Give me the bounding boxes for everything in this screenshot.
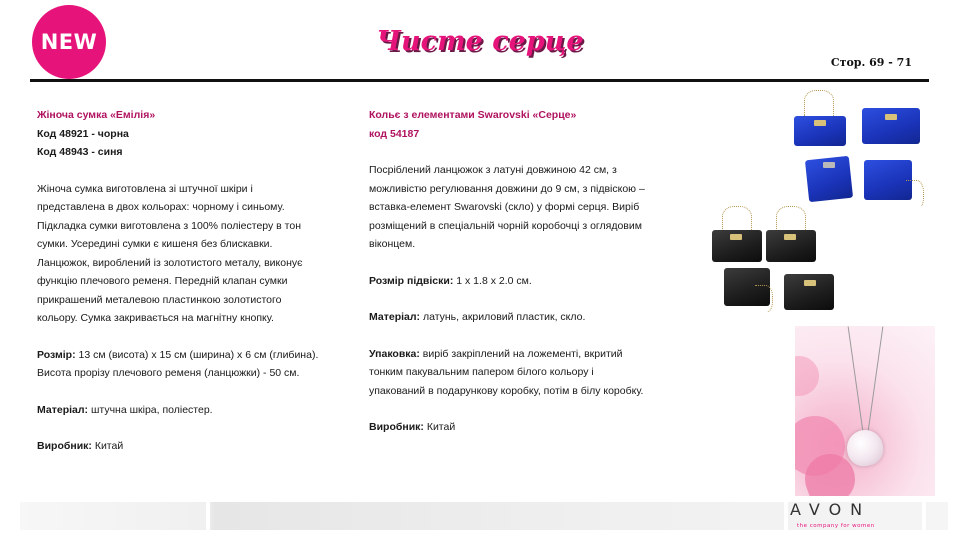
necklace-pack-line: тонким пакувальним папером білого кольору і bbox=[369, 366, 594, 378]
necklace-maker-value: Китай bbox=[423, 421, 456, 433]
bag-strap-height: Висота прорізу плечового ременя (ланцюжки) - 50 см. bbox=[37, 367, 300, 379]
necklace-packaging bbox=[369, 345, 689, 401]
bag-desc-line: Підкладка сумки виготовлена з 100% поліестеру в тон bbox=[37, 219, 302, 232]
bag-desc-line: Жіноча сумка виготовлена зі штучної шкіри і bbox=[37, 182, 253, 195]
footer-separator bbox=[784, 502, 788, 530]
bag-size-value: 13 см (висота) x 15 см (ширина) x 6 см (глибина). bbox=[75, 348, 319, 361]
necklace-pack-line: упакований в подарункову коробку, потім в білу коробку. bbox=[369, 384, 644, 397]
necklace-pack-line: виріб закріплений на ложементі, вкритий bbox=[419, 347, 623, 360]
footer-separator bbox=[922, 502, 926, 530]
new-badge-label: NEW bbox=[40, 30, 98, 54]
bag-desc-line: прикрашений металевою пластинкою золотистого bbox=[37, 293, 282, 306]
necklace-description bbox=[369, 161, 689, 254]
necklace-desc-line: Посріблений ланцюжок з латуні довжиною 42 см, з bbox=[369, 164, 617, 176]
necklace-material-value: латунь, акриловий пластик, скло. bbox=[420, 311, 586, 323]
bag-desc-line: Ланцюжок, вироблений із золотистого металу, виконує bbox=[37, 256, 303, 269]
necklace-maker bbox=[369, 418, 689, 437]
bag-material-value: штучна шкіра, поліестер. bbox=[88, 403, 213, 416]
bag-description-column bbox=[37, 106, 362, 456]
black-bag-photo-1 bbox=[710, 204, 766, 266]
bag-desc-line: функцію плечового ременя. Передній клапан сумки bbox=[37, 275, 288, 287]
necklace-material-label: Матеріал: bbox=[369, 311, 421, 323]
necklace-size bbox=[369, 272, 689, 291]
necklace-size-label: Розмір підвіски: bbox=[369, 274, 454, 287]
bag-size bbox=[37, 346, 362, 383]
blue-bag-photo-1 bbox=[792, 88, 850, 148]
avon-tagline: the company for women bbox=[797, 523, 875, 529]
bag-desc-line: представлена в двох кольорах: чорному і синьому. bbox=[37, 201, 285, 213]
necklace-title: Кольє з елементами Swarovski «Серце» bbox=[369, 109, 577, 121]
necklace-desc-line: можливістю регулювання довжини до 9 см, з підвіскою – bbox=[369, 182, 645, 195]
necklace-desc-line: вставка-елемент Swarovski (скло) у формі серця. Виріб bbox=[369, 201, 640, 213]
blue-bag-photo-4 bbox=[860, 156, 932, 206]
necklace-description-column bbox=[369, 106, 689, 437]
page-reference: Стор. 69 - 71 bbox=[830, 56, 912, 69]
bag-code-black: Код 48921 - чорна bbox=[37, 127, 129, 140]
bag-size-label: Розмір: bbox=[37, 348, 76, 361]
heart-pendant bbox=[844, 427, 886, 469]
necklace-code: код 54187 bbox=[369, 127, 420, 140]
page-title: Чисте серце bbox=[376, 26, 584, 57]
bag-maker-value: Китай bbox=[91, 440, 124, 452]
bag-material-label: Матеріал: bbox=[37, 403, 89, 416]
necklace-desc-line: віконцем. bbox=[369, 238, 416, 250]
necklace-maker-label: Виробник: bbox=[369, 421, 424, 433]
necklace-pack-label: Упаковка: bbox=[369, 347, 420, 360]
necklace-material bbox=[369, 308, 689, 327]
blue-bag-photo-2 bbox=[860, 100, 922, 148]
necklace-desc-line: розміщений в спеціальній чорній коробочці з оглядовим bbox=[369, 219, 642, 232]
bag-code-blue: Код 48943 - синя bbox=[37, 146, 123, 158]
blue-bag-photo-3 bbox=[803, 152, 855, 202]
bag-desc-line: сумки. Усередині сумки є кишеня без блискавки. bbox=[37, 238, 273, 250]
bag-description bbox=[37, 180, 362, 328]
black-bag-photo-2 bbox=[764, 204, 820, 266]
bag-material bbox=[37, 401, 362, 420]
bag-desc-line: кольору. Сумка закривається на магнітну кнопку. bbox=[37, 312, 274, 324]
header-divider bbox=[30, 79, 929, 82]
bag-title: Жіноча сумка «Емілія» bbox=[37, 109, 156, 121]
necklace-photo bbox=[795, 326, 935, 496]
footer-separator bbox=[206, 502, 210, 530]
black-bag-photo-4 bbox=[782, 268, 838, 314]
necklace-size-value: 1 x 1.8 x 2.0 см. bbox=[453, 274, 532, 287]
bag-maker-label: Виробник: bbox=[37, 440, 92, 452]
bag-maker bbox=[37, 437, 362, 456]
black-bag-photo-3 bbox=[720, 264, 778, 312]
avon-logo: AVON bbox=[790, 500, 872, 519]
